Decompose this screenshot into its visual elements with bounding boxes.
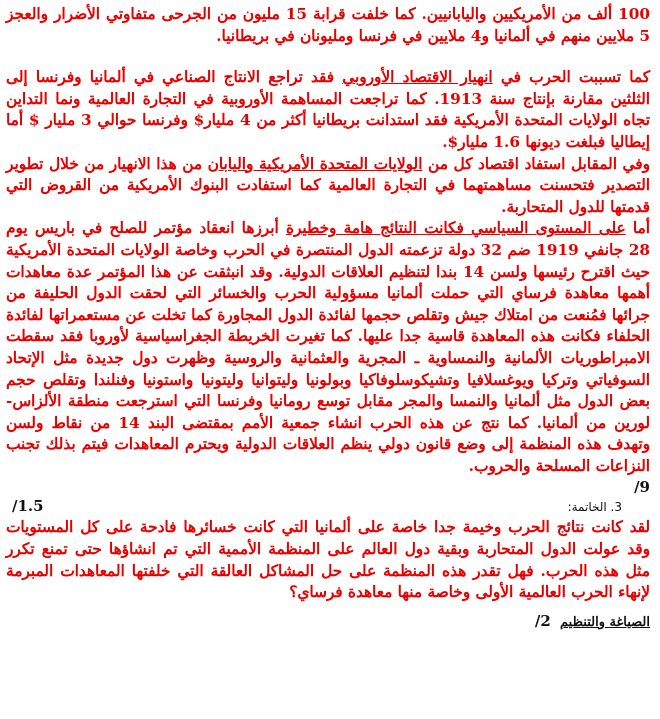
paragraph-text-lead: كما تسببت الحرب في [492, 68, 651, 87]
paragraph-text-lead: وفي المقابل استفاد اقتصاد كل من [422, 154, 650, 173]
paragraph-text-body: فقد تراجع الانتاج الصناعي في ألمانيا وفرنسا إلى الثلثين مقارنة بإنتاج سنة 1913. كما تراجعت المساهمة الأوروبية في التجارة العالمية ونما التداين تجاه الولايات المتحدة الأمريكية فقد استدانت بريطانيا أكثر من 4 مليار$ وفرنسا حوالي 3 مليار $ أما إيطاليا فبلغت ديونها 1.6 مليار$. [6, 68, 651, 151]
paragraph-us-japan-benefit [6, 154, 650, 219]
wording-organization-label: الصياغة والتنظيم [560, 614, 650, 630]
paragraph-conclusion: لقد كانت نتائج الحرب وخيمة جدا خاصة على ألمانيا التي كانت خسائرها فادحة على كل المستويات وقد عولت الدول المتحاربة وبقية دول العالم على المنظمة الأممية التي تم انشاؤها حتى تمنع تكرر مثل هذه الحرب. فهل تقدر هذه المنظمة على حل المشاكل العالقة التي خلفتها المعاهدات المبرمة لإنهاء الحرب العالمية الأولى وخاصة منها معاهدة فرساي؟ [6, 518, 650, 602]
score-section-2: /9 [634, 478, 650, 497]
paragraph-text-body: من هذا الانهيار من خلال تطوير التصدير فتحسنت مساهمتهما في التجارة العالمية كما استفادت البنوك الأمريكية من القروض التي قدمتها للدول المتحاربة. [6, 154, 650, 216]
paragraph-text-body: أبرزها انعقاد مؤتمر للصلح في باريس يوم 28 جانفي 1919 ضم 32 دولة تزعمته الدول المنتصرة في الحرب وخاصة الولايات المتحدة الأمريكية حيث اقترح رئيسها ولسن 14 بندا لتنظيم العلاقات الدولية. وقد انبثقت عن هذا المؤتمر عدة معاهدات أهمها معاهدة فرساي التي حملت ألمانيا مسؤولية الحرب والخسائر التي لحقت الدول الحليفة من جرائها فمُنعت من امتلاك جيش وتقلص حجمها لفائدة الدول المجاورة كما تخلت عن مستعمراتها لفائدة الحلفاء فكانت هذه المعاهدة قاسية جدا عليها. كما تغيرت الخريطة الجغراسياسية لأوروبا فقد سقطت الامبراطوريات الألمانية والنمساوية ـ المجرية والعثمانية والروسية وظهرت دول جديدة مثل الإتحاد السوفياتي وتركيا ويوغسلافيا وتشيكوسلوفاكيا وبولونيا وليتوانيا وليتونيا واستونيا وفنلندا وتقلص حجم بعض الدول مثل ألمانيا والنمسا والمجر مقابل توسع رومانيا وفرنسا التي استرجعت منطقة الألزاس- لورين من ألمانيا. كما نتج عن هذه الحرب انشاء جمعية الأمم بمقتضى البند 14 من نقاط ولسن وتهدف هذه المنظمة إلى وضع قانون دولي ينظم العلاقات الدولية ويحترم المعاهدات فيتم بذلك تجنب النزاعات المسلحة والحروب. [6, 219, 651, 475]
score-conclusion: /1.5 [12, 497, 44, 516]
footer-score-line [6, 612, 650, 630]
paragraph-casualties: 100 ألف من الأمريكيين واليابانيين. كما خلفت قرابة 15 مليون من الجرحى متفاوتي الأضرار والعجز 5 ملايين منهم في ألمانيا و4 ملايين في فرنسا ومليونان في بريطانيا. [6, 5, 651, 45]
underlined-term-us-japan: الولايات المتحدة الأمريكية واليابان [207, 154, 423, 173]
paragraph-text-lead: أما [625, 219, 651, 238]
paragraph-economy-collapse [6, 67, 650, 153]
paragraph-gap [6, 47, 650, 67]
score-wording-organization: /2 [534, 611, 551, 630]
conclusion-header-row [6, 497, 650, 517]
underlined-term-political-level: على المستوى السياسي فكانت النتائج هامة وخطيرة [285, 219, 626, 238]
conclusion-heading: 3. الخاتمة: [567, 500, 622, 515]
document-page [6, 4, 650, 630]
paragraph-political-results [6, 218, 650, 477]
underlined-term-european-economy: انهيار الاقتصاد الأوروبي [342, 68, 493, 87]
